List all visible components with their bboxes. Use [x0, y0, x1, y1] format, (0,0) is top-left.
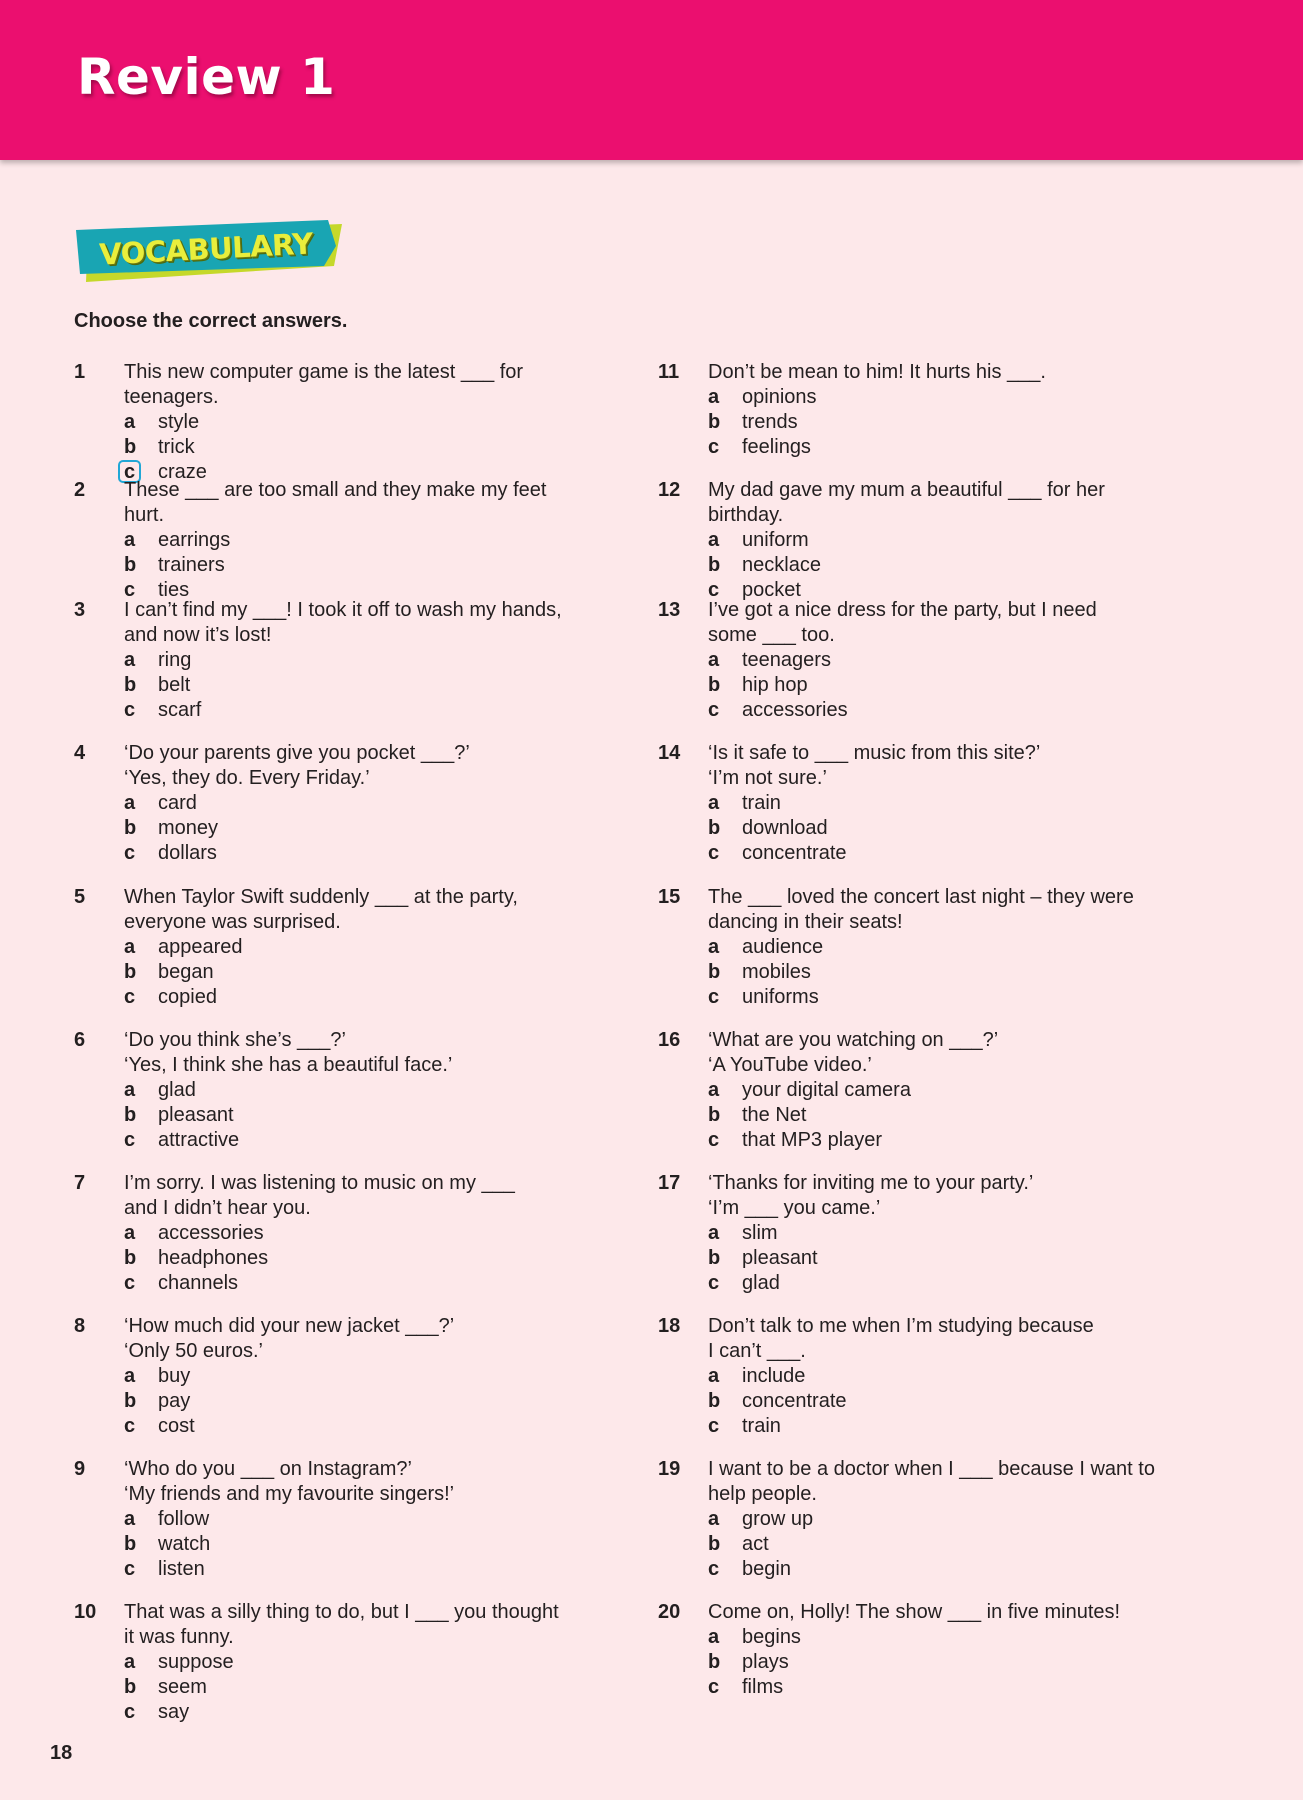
option-text: include — [742, 1365, 806, 1387]
option-text: opinions — [742, 386, 817, 408]
option-letter: b — [124, 817, 137, 839]
question-text: That was a silly thing to do, but I ___ you thought — [124, 1601, 559, 1623]
option-text: say — [158, 1701, 190, 1723]
answer-option-a[interactable] — [124, 1221, 584, 1246]
question-number: 4 — [74, 742, 86, 764]
option-text: earrings — [158, 529, 231, 551]
option-letter: b — [708, 1390, 721, 1412]
option-text: films — [742, 1676, 784, 1698]
option-text: pay — [158, 1390, 191, 1412]
question-text: ‘My friends and my favourite singers!’ — [124, 1483, 455, 1505]
answer-option-a[interactable] — [708, 935, 1168, 960]
option-text: headphones — [158, 1247, 269, 1269]
question-text: ‘What are you watching on ___?’ — [708, 1029, 999, 1051]
option-letter: b — [124, 1676, 137, 1698]
option-letter: b — [708, 1533, 721, 1555]
answer-option-b[interactable] — [124, 1103, 584, 1128]
question-number: 20 — [658, 1601, 681, 1623]
option-text: craze — [158, 461, 207, 483]
answer-option-c[interactable] — [124, 1414, 584, 1439]
question-20 — [658, 1600, 1168, 1700]
answer-option-b[interactable] — [124, 1675, 584, 1700]
answer-option-a[interactable] — [124, 528, 584, 553]
answer-option-c[interactable] — [124, 698, 584, 723]
option-letter: b — [124, 554, 137, 576]
option-text: concentrate — [742, 842, 847, 864]
option-letter: a — [124, 411, 136, 433]
option-letter: c — [124, 986, 136, 1008]
option-letter: c — [124, 1129, 136, 1151]
option-text: uniforms — [742, 986, 819, 1008]
question-text: ‘How much did your new jacket ___?’ — [124, 1315, 455, 1337]
question-number: 2 — [74, 479, 86, 501]
question-8 — [74, 1314, 584, 1439]
question-9 — [74, 1457, 584, 1582]
answer-option-c[interactable] — [708, 435, 1168, 460]
question-text: ‘I’m ___ you came.’ — [708, 1197, 881, 1219]
answer-option-b[interactable] — [708, 1103, 1168, 1128]
option-text: dollars — [158, 842, 217, 864]
option-text: your digital camera — [742, 1079, 911, 1101]
answer-option-b[interactable] — [124, 960, 584, 985]
question-19 — [658, 1457, 1168, 1582]
question-text: ‘Thanks for inviting me to your party.’ — [708, 1172, 1034, 1194]
answer-option-b[interactable] — [124, 1389, 584, 1414]
answer-option-b[interactable] — [708, 1532, 1168, 1557]
option-letter: a — [124, 529, 136, 551]
option-text: listen — [158, 1558, 205, 1580]
option-letter: b — [124, 1104, 137, 1126]
question-11 — [658, 360, 1168, 460]
answer-option-b[interactable] — [124, 816, 584, 841]
question-text: ‘Yes, I think she has a beautiful face.’ — [124, 1054, 453, 1076]
option-letter: b — [124, 961, 137, 983]
option-text: grow up — [742, 1508, 814, 1530]
question-number: 8 — [74, 1315, 86, 1337]
option-letter: a — [708, 792, 720, 814]
option-text: pleasant — [742, 1247, 818, 1269]
option-text: concentrate — [742, 1390, 847, 1412]
option-text: that MP3 player — [742, 1129, 883, 1151]
question-10 — [74, 1600, 584, 1725]
option-letter: a — [708, 529, 720, 551]
option-letter: c — [708, 699, 720, 721]
option-letter: b — [708, 1651, 721, 1673]
option-letter: c — [708, 1129, 720, 1151]
question-text: I want to be a doctor when I ___ because I want to — [708, 1458, 1155, 1480]
answer-option-b[interactable] — [708, 1650, 1168, 1675]
option-text: trends — [742, 411, 798, 433]
question-14 — [658, 741, 1168, 866]
option-text: slim — [742, 1222, 778, 1244]
question-4 — [74, 741, 584, 866]
question-text: ‘I’m not sure.’ — [708, 767, 827, 789]
option-letter: a — [124, 1079, 136, 1101]
question-text: I’m sorry. I was listening to music on my ___ — [124, 1172, 515, 1194]
question-text: and now it’s lost! — [124, 624, 272, 646]
answer-option-c[interactable] — [708, 1128, 1168, 1153]
question-text: Don’t talk to me when I’m studying because — [708, 1315, 1094, 1337]
option-text: accessories — [158, 1222, 264, 1244]
option-text: ring — [158, 649, 192, 671]
answer-option-a[interactable] — [708, 385, 1168, 410]
question-text: This new computer game is the latest ___ for teenagers. — [124, 361, 524, 408]
answer-option-a[interactable] — [708, 1221, 1168, 1246]
question-text: ‘Do you think she’s ___?’ — [124, 1029, 346, 1051]
question-text: I’ve got a nice dress for the party, but I need — [708, 599, 1097, 621]
option-text: appeared — [158, 936, 243, 958]
answer-option-c[interactable] — [708, 841, 1168, 866]
question-text: ‘Only 50 euros.’ — [124, 1340, 263, 1362]
question-number: 10 — [74, 1601, 97, 1623]
question-text: ‘Who do you ___ on Instagram?’ — [124, 1458, 412, 1480]
option-letter: b — [708, 1247, 721, 1269]
option-letter: a — [708, 1626, 720, 1648]
option-text: plays — [742, 1651, 789, 1673]
option-letter: a — [708, 386, 720, 408]
selected-option-letter: c — [124, 460, 158, 485]
option-letter: c — [708, 579, 720, 601]
answer-option-b[interactable] — [708, 410, 1168, 435]
question-16 — [658, 1028, 1168, 1153]
answer-option-a[interactable] — [124, 1507, 584, 1532]
answer-option-b[interactable] — [124, 435, 584, 460]
option-text: channels — [158, 1272, 239, 1294]
answer-option-c[interactable] — [708, 1675, 1168, 1700]
option-letter: c — [124, 1272, 136, 1294]
option-letter: b — [708, 554, 721, 576]
question-number: 12 — [658, 479, 681, 501]
option-letter: a — [124, 936, 136, 958]
question-text: everyone was surprised. — [124, 911, 341, 933]
option-letter: c — [124, 579, 136, 601]
question-number: 14 — [658, 742, 681, 764]
answer-option-a[interactable] — [124, 1650, 584, 1675]
option-letter: b — [708, 961, 721, 983]
option-letter: b — [124, 1390, 137, 1412]
option-text: ties — [158, 579, 190, 601]
answer-option-c[interactable] — [708, 698, 1168, 723]
answer-option-c[interactable] — [708, 1414, 1168, 1439]
question-number: 5 — [74, 886, 86, 908]
page-number: 18 — [50, 1742, 73, 1764]
question-number: 11 — [658, 361, 680, 383]
question-text: dancing in their seats! — [708, 911, 903, 933]
option-text: belt — [158, 674, 191, 696]
option-letter: a — [708, 649, 720, 671]
question-2 — [74, 478, 584, 603]
option-letter: b — [124, 674, 137, 696]
option-text: act — [742, 1533, 769, 1555]
option-letter: b — [124, 436, 137, 458]
option-text: seem — [158, 1676, 207, 1698]
question-number: 18 — [658, 1315, 681, 1337]
option-text: watch — [158, 1533, 211, 1555]
answer-option-a[interactable] — [124, 410, 584, 435]
answer-option-a[interactable] — [124, 1078, 584, 1103]
question-text: help people. — [708, 1483, 817, 1505]
question-18 — [658, 1314, 1168, 1439]
option-letter: b — [708, 1104, 721, 1126]
question-text: ‘Is it safe to ___ music from this site?’ — [708, 742, 1041, 764]
answer-option-b[interactable] — [124, 1532, 584, 1557]
question-text: These ___ are too small and they make my feet hurt. — [124, 479, 547, 526]
answer-option-c[interactable] — [124, 1700, 584, 1725]
answer-option-a[interactable] — [708, 1507, 1168, 1532]
option-letter: c — [124, 699, 136, 721]
badge-label: VOCABULARY — [98, 226, 314, 272]
option-text: card — [158, 792, 197, 814]
question-1 — [74, 360, 584, 485]
option-letter: a — [124, 1508, 136, 1530]
answer-option-b[interactable] — [708, 673, 1168, 698]
answer-option-c[interactable] — [708, 985, 1168, 1010]
option-text: glad — [158, 1079, 196, 1101]
option-letter: a — [708, 1365, 720, 1387]
option-text: copied — [158, 986, 217, 1008]
question-text: Don’t be mean to him! It hurts his ___. — [708, 361, 1046, 383]
option-text: mobiles — [742, 961, 811, 983]
option-text: glad — [742, 1272, 780, 1294]
option-text: attractive — [158, 1129, 240, 1151]
answer-option-a[interactable] — [708, 1364, 1168, 1389]
option-letter: a — [124, 649, 136, 671]
question-5 — [74, 885, 584, 1010]
answer-option-c[interactable] — [124, 841, 584, 866]
answer-option-b[interactable] — [708, 960, 1168, 985]
option-text: uniform — [742, 529, 809, 551]
answer-option-b[interactable] — [708, 553, 1168, 578]
option-letter: c — [708, 1415, 720, 1437]
option-text: audience — [742, 936, 824, 958]
option-letter: a — [708, 1508, 720, 1530]
option-text: follow — [158, 1508, 210, 1530]
option-letter: b — [708, 674, 721, 696]
option-text: train — [742, 792, 781, 814]
question-number: 19 — [658, 1458, 681, 1480]
option-letter: c — [708, 1558, 720, 1580]
option-text: download — [742, 817, 828, 839]
option-letter: a — [708, 936, 720, 958]
option-letter: a — [124, 1222, 136, 1244]
question-text: I can’t find my ___! I took it off to wash my hands, — [124, 599, 562, 621]
option-text: begins — [742, 1626, 801, 1648]
answer-option-c[interactable] — [124, 1128, 584, 1153]
question-text: I can’t ___. — [708, 1340, 806, 1362]
option-letter: a — [124, 1651, 136, 1673]
option-text: trainers — [158, 554, 225, 576]
question-text: some ___ too. — [708, 624, 835, 646]
question-number: 6 — [74, 1029, 86, 1051]
option-letter: c — [708, 1272, 720, 1294]
option-text: scarf — [158, 699, 202, 721]
question-text: ‘A YouTube video.’ — [708, 1054, 872, 1076]
answer-option-c[interactable] — [708, 1557, 1168, 1582]
option-letter: c — [708, 986, 720, 1008]
option-text: money — [158, 817, 219, 839]
option-text: feelings — [742, 436, 811, 458]
option-letter: a — [124, 792, 136, 814]
option-text: teenagers — [742, 649, 831, 671]
answer-option-b[interactable] — [708, 1389, 1168, 1414]
answer-option-b[interactable] — [708, 1246, 1168, 1271]
option-text: train — [742, 1415, 781, 1437]
option-letter: a — [708, 1222, 720, 1244]
question-6 — [74, 1028, 584, 1153]
option-letter: a — [708, 1079, 720, 1101]
question-number: 17 — [658, 1172, 681, 1194]
option-letter: c — [124, 1701, 136, 1723]
option-letter: b — [708, 411, 721, 433]
question-number: 7 — [74, 1172, 86, 1194]
option-text: trick — [158, 436, 195, 458]
question-number: 3 — [74, 599, 86, 621]
question-text: and I didn’t hear you. — [124, 1197, 311, 1219]
page-header — [0, 0, 1303, 160]
answer-option-c[interactable] — [708, 1271, 1168, 1296]
instruction: Choose the correct answers. — [74, 310, 348, 332]
option-text: necklace — [742, 554, 821, 576]
answer-option-b[interactable] — [124, 673, 584, 698]
answer-option-a[interactable] — [124, 1364, 584, 1389]
option-text: suppose — [158, 1651, 234, 1673]
answer-option-c[interactable] — [124, 1557, 584, 1582]
question-number: 9 — [74, 1458, 86, 1480]
option-letter: b — [124, 1247, 137, 1269]
option-text: begin — [742, 1558, 791, 1580]
question-number: 15 — [658, 886, 681, 908]
answer-option-a[interactable] — [124, 648, 584, 673]
answer-option-a[interactable] — [708, 528, 1168, 553]
question-number: 16 — [658, 1029, 681, 1051]
option-text: accessories — [742, 699, 848, 721]
option-letter: c — [708, 842, 720, 864]
option-text: pocket — [742, 579, 801, 601]
answer-option-b[interactable] — [708, 816, 1168, 841]
question-17 — [658, 1171, 1168, 1296]
option-letter: c — [124, 1415, 136, 1437]
answer-option-a[interactable] — [124, 935, 584, 960]
question-text: Come on, Holly! The show ___ in five minutes! — [708, 1601, 1121, 1623]
option-letter: c — [124, 1558, 136, 1580]
option-letter: a — [124, 1365, 136, 1387]
option-letter: c — [708, 436, 720, 458]
question-text: it was funny. — [124, 1626, 234, 1648]
option-letter: c — [124, 842, 136, 864]
option-text: style — [158, 411, 200, 433]
question-12 — [658, 478, 1168, 603]
answer-option-a[interactable] — [708, 1078, 1168, 1103]
question-3 — [74, 598, 584, 723]
answer-option-a[interactable] — [708, 648, 1168, 673]
option-text: hip hop — [742, 674, 808, 696]
question-text: My dad gave my mum a beautiful ___ for her birthday. — [708, 479, 1105, 526]
answer-option-a[interactable] — [708, 791, 1168, 816]
question-text: ‘Do your parents give you pocket ___?’ — [124, 742, 470, 764]
question-number: 1 — [74, 361, 86, 383]
option-letter: b — [708, 817, 721, 839]
answer-option-c[interactable] — [124, 985, 584, 1010]
option-text: the Net — [742, 1104, 807, 1126]
page-title: Review 1 — [77, 48, 336, 106]
question-13 — [658, 598, 1168, 723]
question-text: When Taylor Swift suddenly ___ at the party, — [124, 886, 518, 908]
answer-option-a[interactable] — [708, 1625, 1168, 1650]
question-number: 13 — [658, 599, 681, 621]
question-7 — [74, 1171, 584, 1296]
option-text: began — [158, 961, 214, 983]
answer-option-a[interactable] — [124, 791, 584, 816]
question-15 — [658, 885, 1168, 1010]
option-letter: c — [708, 1676, 720, 1698]
option-text: cost — [158, 1415, 195, 1437]
option-letter: b — [124, 1533, 137, 1555]
question-text: ‘Yes, they do. Every Friday.’ — [124, 767, 370, 789]
option-text: buy — [158, 1365, 191, 1387]
answer-option-c[interactable] — [124, 1271, 584, 1296]
option-text: pleasant — [158, 1104, 234, 1126]
answer-option-b[interactable] — [124, 553, 584, 578]
vocabulary-badge — [74, 218, 344, 286]
answer-option-b[interactable] — [124, 1246, 584, 1271]
question-text: The ___ loved the concert last night – they were — [708, 886, 1134, 908]
